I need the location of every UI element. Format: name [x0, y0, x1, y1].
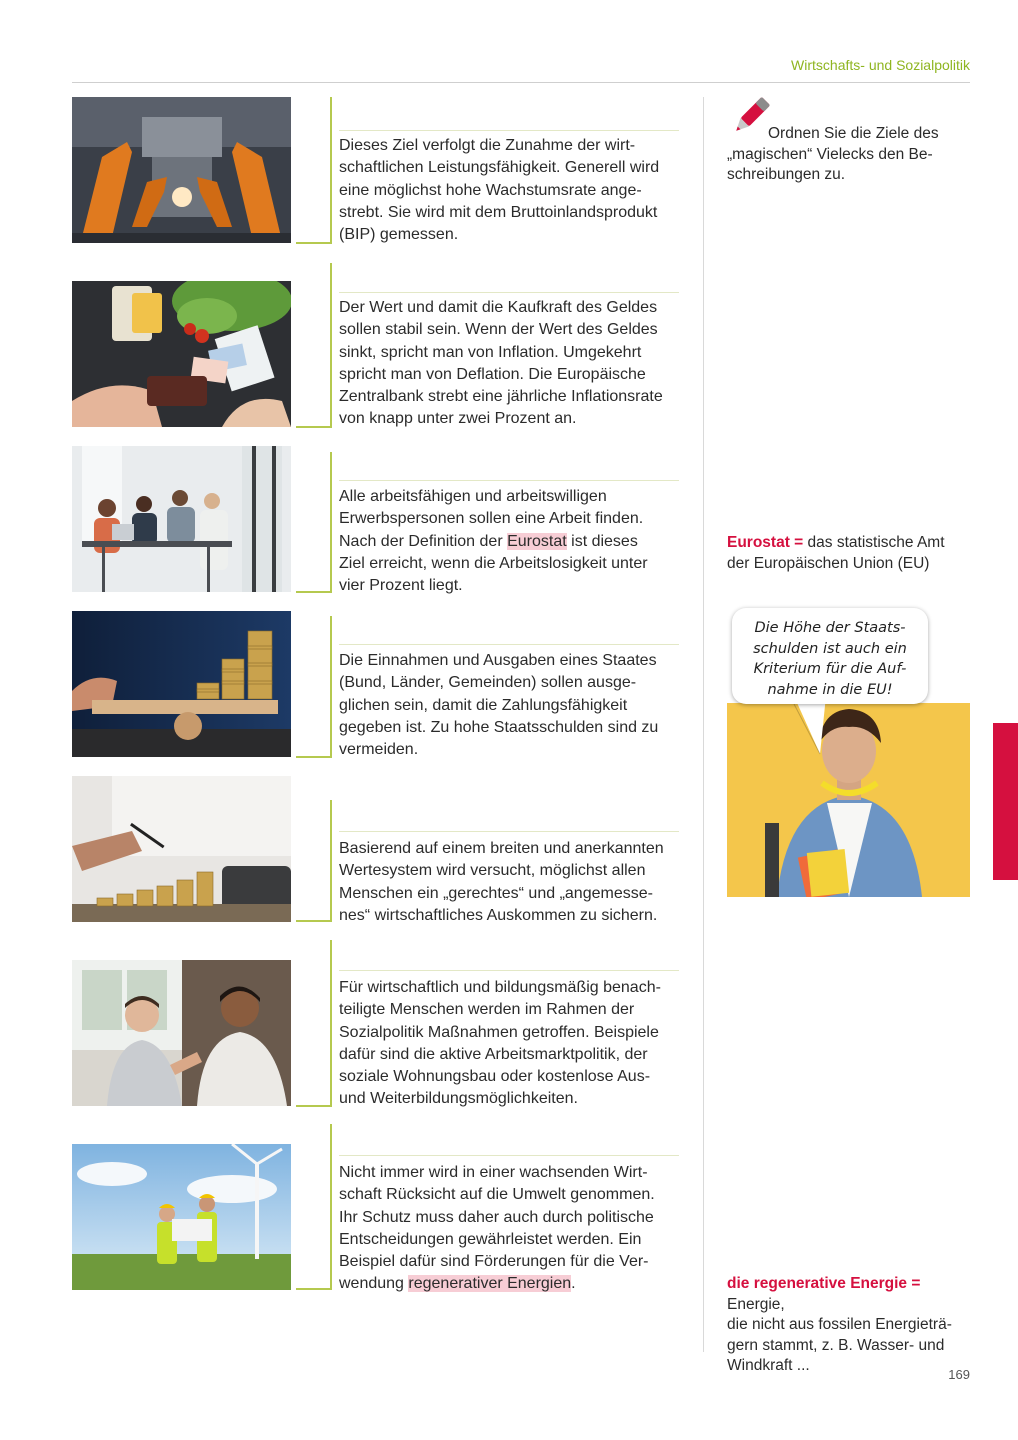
speech-bubble-text: Die Höhe der Staats- schulden ist auch ein Kriterium für die Auf- nahme in die EU! [753, 620, 907, 698]
office-team-photo [72, 446, 291, 592]
student-photo [727, 703, 970, 897]
speech-bubble [732, 608, 928, 704]
goal-7-description: Nicht immer wird in einer wachsenden Wirt- schaft Rücksicht auf die Umwelt genommen. Ihr Schutz muss daher auch durch politische Entscheidungen gewährleistet werden. Ein Beispiel dafür sind Förderungen für die Ver- wendung regenerativer Energien. [339, 1164, 655, 1293]
goal-5-answer-bracket [296, 800, 332, 922]
column-divider [703, 97, 704, 1352]
task-instruction: Ordnen Sie die Ziele des „magischen“ Vielecks den Be- schreibungen zu. [727, 125, 939, 183]
robot-assembly-photo [72, 97, 291, 243]
groceries-wallet-photo [72, 281, 291, 427]
coin-seesaw-photo [72, 611, 291, 757]
eurostat-highlight: Eurostat [507, 532, 567, 550]
goal-6-answer-line [339, 970, 679, 971]
goal-2-answer-bracket [296, 263, 332, 428]
goal-1-description: Dieses Ziel verfolgt die Zunahme der wirt- schaftlichen Leistungsfähigkeit. Generell wird eine möglichst hohe Wachstumsrate ange- strebt. Sie wird mit dem Bruttoinlandsprodukt (BIP) gemessen. [339, 137, 660, 244]
goal-4-answer-line [339, 644, 679, 645]
goal-2-description: Der Wert und damit die Kaufkraft des Geldes sollen stabil sein. Wenn der Wert des Geldes sinkt, spricht man von Inflation. Umgekehrt spricht man von Deflation. Die Europäische Zentralbank strebt eine jährliche Inflationsrate von knapp unter zwei Prozent an. [339, 299, 663, 428]
goal-4-description: Die Einnahmen und Ausgaben eines Staates (Bund, Länder, Gemeinden) sollen ausge- glichen sein, damit die Zahlungsfähigkeit gegeben ist. Zu hohe Staatsschulden sind zu vermeiden. [339, 652, 659, 759]
goal-3-answer-line [339, 480, 679, 481]
goal-6-answer-bracket [296, 940, 332, 1107]
running-header: Wirtschafts- und Sozialpolitik [791, 57, 970, 73]
header-rule [72, 82, 970, 83]
goal-1-answer-line [339, 130, 679, 131]
goal-7-answer-bracket [296, 1124, 332, 1290]
goal-3-answer-bracket [296, 452, 332, 593]
wind-turbine-engineers-photo [72, 1144, 291, 1290]
goal-6-description: Für wirtschaftlich und bildungsmäßig benach- teiligte Menschen werden im Rahmen der Sozialpolitik Maßnahmen getroffen. Beispiele dafür sind die aktive Arbeitsmarktpolitik, der soziale Wohnungsbau oder kostenlose Aus- und Weiterbildungsmöglichkeiten. [339, 979, 661, 1108]
goal-4-answer-bracket [296, 616, 332, 758]
goal-5-answer-line [339, 831, 679, 832]
chapter-tab [993, 723, 1018, 880]
glossary-regenerative-energie: die regenerative Energie = Energie, die nicht aus fossilen Energieträ- gern stammt, z. B. Wasser- und Windkraft ... [727, 1275, 952, 1374]
goal-3-description: Alle arbeitsfähigen und arbeitswilligen Erwerbspersonen sollen eine Arbeit finden. Nach der Definition der Eurostat ist dieses Ziel erreicht, wenn die Arbeitslosigkeit unter vier Prozent liegt. [339, 488, 648, 595]
glossary-eurostat: Eurostat = das statistische Amt der Europäischen Union (EU) [727, 534, 945, 572]
regenerative-energie-highlight: regenerativer Energien [408, 1275, 572, 1293]
coin-stacks-photo [72, 776, 291, 922]
goal-7-answer-line [339, 1155, 679, 1156]
goal-1-answer-bracket [296, 97, 332, 244]
goal-2-answer-line [339, 292, 679, 293]
speech-bubble-tail [790, 696, 830, 756]
page-number: 169 [948, 1367, 970, 1382]
goal-5-description: Basierend auf einem breiten und anerkannten Wertesystem wird versucht, möglichst allen Menschen ein „gerechtes“ und „angemesse- nes“ wirtschaftliches Auskommen zu sichern. [339, 840, 664, 924]
two-men-talking-photo [72, 960, 291, 1106]
